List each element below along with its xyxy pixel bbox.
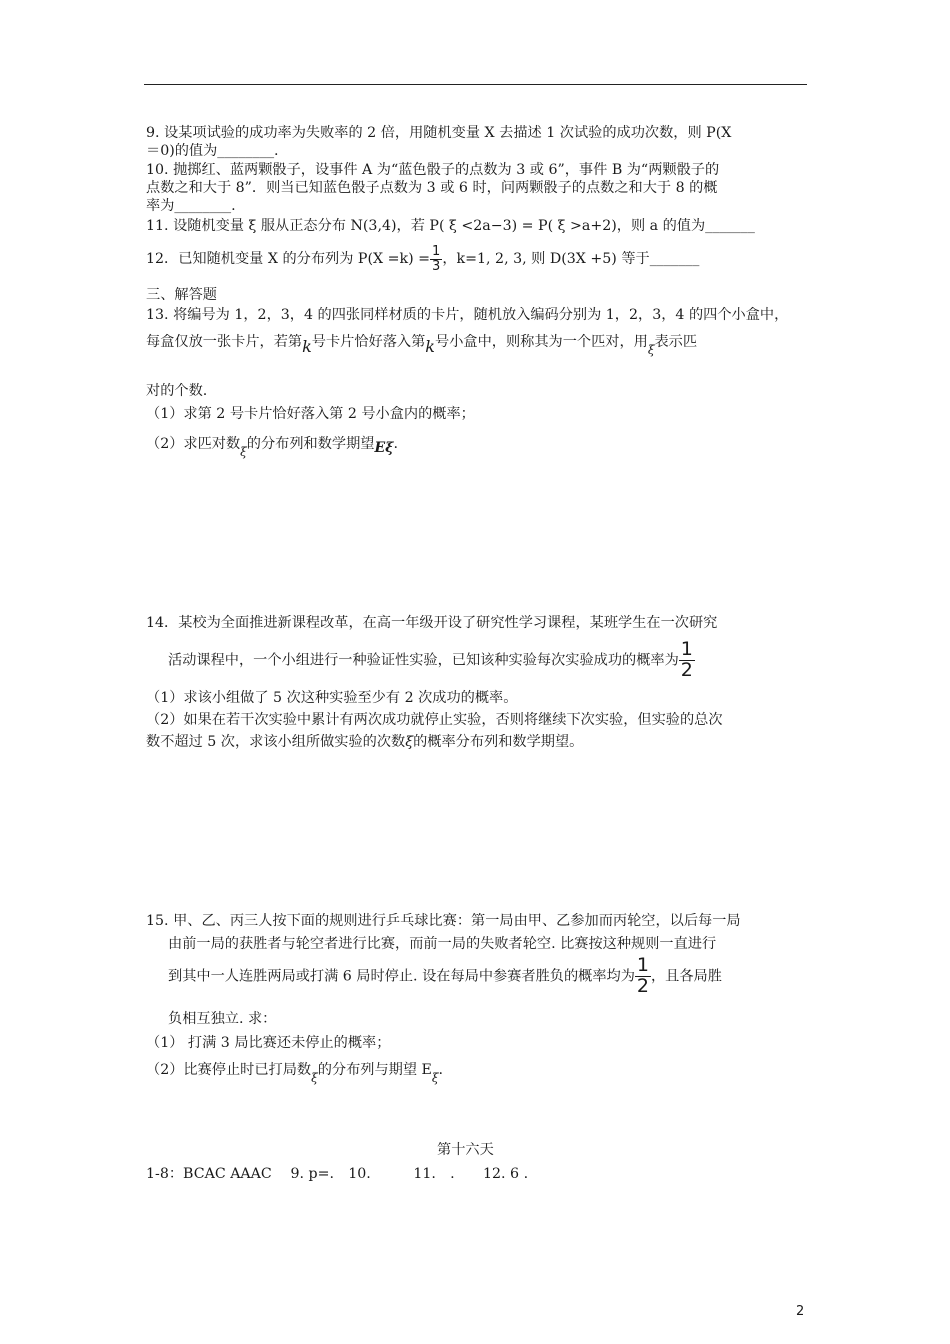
q13-line2 <box>146 330 697 362</box>
q10-line1: 10. 抛掷红、蓝两颗骰子，设事件 A 为“蓝色骰子的点数为 3 或 6”，事件 B 为“两颗骰子的 <box>146 162 720 178</box>
q15-frac-denominator: 2 <box>636 974 649 997</box>
q12-frac-denominator: 3 <box>432 258 441 274</box>
q12-frac-numerator: 1 <box>432 243 441 259</box>
answers-line: 1-8：BCAC AAAC 9. p=. 10. 11. . 12. 6 . <box>146 1166 529 1182</box>
q15-part2-xi2: ξ <box>431 1071 439 1085</box>
q11-text: 11. 设随机变量 ξ 服从正态分布 N(3,4)，若 P( ξ <2a−3) = P( ξ >a+2)，则 a 的值为_______ <box>146 218 755 234</box>
q12-after: ，k=1, 2, 3, 则 D(3X +5) 等于_______ <box>442 251 700 267</box>
page-number: 2 <box>796 1304 805 1319</box>
q15-part2-c: . <box>438 1062 444 1078</box>
q14-line2-text: 活动课程中，一个小组进行一种验证性实验，已知该种实验每次实验成功的概率为 <box>168 652 679 669</box>
q15-line2: 由前一局的获胜者与轮空者进行比赛，而前一局的失败者轮空. 比赛按这种规则一直进行 <box>168 936 717 952</box>
answers-title: 第十六天 <box>437 1142 494 1158</box>
q15-line4: 负相互独立. 求： <box>168 1011 277 1027</box>
q13-part2 <box>146 432 398 464</box>
section-title: 三、解答题 <box>146 287 217 303</box>
q15-fraction <box>635 956 651 997</box>
q10-line3: 率为________. <box>146 198 236 214</box>
q15-part2-xi: ξ <box>311 1071 318 1085</box>
q14-fraction <box>679 640 695 681</box>
q13-expectation: Eξ <box>374 440 394 456</box>
q14-part2-line2-b: 的概率分布列和数学期望。 <box>413 734 584 750</box>
q14-part2-xi: ξ <box>405 734 414 750</box>
q14-part1: （1）求该小组做了 5 次这种实验至少有 2 次成功的概率。 <box>146 690 518 706</box>
q13-var-k1: k <box>302 337 312 356</box>
q12-before: 12．已知随机变量 X 的分布列为 P(X =k) = <box>146 251 431 267</box>
q13-part2-xi: ξ <box>240 445 247 459</box>
q15-line3-a: 到其中一人连胜两局或打满 6 局时停止. 设在每局中参赛者胜负的概率均为 <box>168 968 635 985</box>
q13-part2-a: （2）求匹对数 <box>146 436 241 452</box>
q15-part1: （1） 打满 3 局比赛还未停止的概率； <box>146 1035 391 1051</box>
header-rule <box>144 84 807 85</box>
q15-part2-a: （2）比赛停止时已打局数 <box>146 1062 312 1078</box>
q15-line3-b: ，且各局胜 <box>650 968 722 985</box>
q14-part2-line2 <box>146 733 583 751</box>
q14-frac-numerator: 1 <box>680 638 693 660</box>
q15-part2 <box>146 1058 443 1090</box>
q13-part2-c: . <box>393 436 398 452</box>
q14-part2-line2-a: 数不超过 5 次，求该小组所做实验的次数 <box>146 734 406 750</box>
q12 <box>146 244 699 274</box>
q13-line2-d: 表示匹 <box>654 334 698 350</box>
q10-line2: 点数之和大于 8”．则当已知蓝色骰子点数为 3 或 6 时，问两颗骰子的点数之和大于 8 的概 <box>146 180 718 196</box>
q14-part2-line1: （2）如果在若干次实验中累计有两次成功就停止实验，否则将继续下次实验，但实验的总次 <box>146 712 723 728</box>
q13-line2-a: 每盒仅放一张卡片，若第 <box>146 334 303 350</box>
q13-var-xi: ξ <box>647 343 655 357</box>
q15-line1: 15. 甲、乙、丙三人按下面的规则进行乒乓球比赛：第一局由甲、乙参加而丙轮空，以后每一局 <box>146 913 741 929</box>
q14-frac-denominator: 2 <box>680 658 693 681</box>
q9-line1: 9. 设某项试验的成功率为失败率的 2 倍，用随机变量 X 去描述 1 次试验的成功次数，则 P(X <box>146 125 732 141</box>
q15-frac-numerator: 1 <box>636 954 649 976</box>
q13-line2-b: 号卡片恰好落入第 <box>311 334 426 350</box>
q9-line2: ＝0)的值为________. <box>146 143 279 159</box>
q14-line1: 14．某校为全面推进新课程改革，在高一年级开设了研究性学习课程，某班学生在一次研究 <box>146 615 718 631</box>
q13-line1: 13. 将编号为 1，2，3，4 的四张同样材质的卡片，随机放入编码分别为 1，2，3，4 的四个小盒中， <box>146 307 789 323</box>
q13-var-k2: k <box>425 337 435 356</box>
q13-line2-c: 号小盒中，则称其为一个匹对，用 <box>435 334 648 350</box>
q14-line2 <box>168 640 695 681</box>
q12-fraction <box>430 245 442 273</box>
q15-part2-b: 的分布列与期望 E <box>317 1062 432 1078</box>
q13-part2-b: 的分布列和数学期望 <box>246 436 375 452</box>
q15-line3 <box>168 956 722 997</box>
q13-line3: 对的个数. <box>146 383 208 399</box>
q13-part1: （1）求第 2 号卡片恰好落入第 2 号小盒内的概率； <box>146 406 475 422</box>
